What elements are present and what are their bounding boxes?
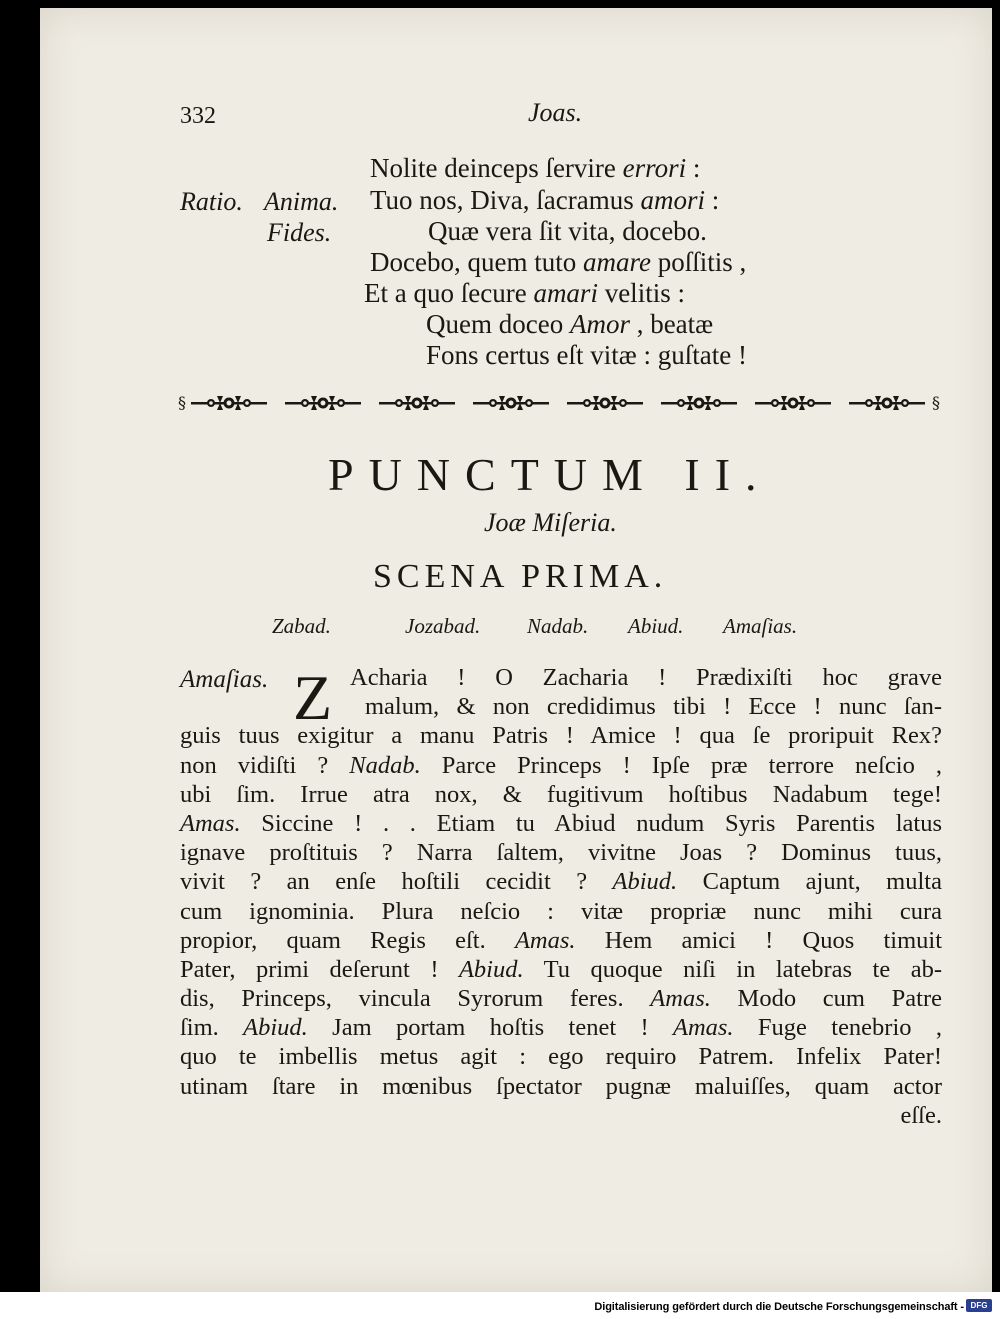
persona-jozabad: Jozabad. <box>405 614 481 638</box>
prose-block <box>180 663 942 1130</box>
prose-text: propior, quam Regis eſt. <box>180 926 515 954</box>
ornament-divider-icon <box>174 388 944 418</box>
prose-text: Abiud. <box>612 868 678 896</box>
verse-text: errori <box>622 153 687 183</box>
prose-line <box>180 751 942 780</box>
ornament-motif <box>285 396 361 410</box>
prose-text: guis tuus exigitur a manu Patris ! Amice ! qua ſe proripuit Rex? <box>180 722 942 750</box>
prose-text: vivit ? an enſe hoſtili cecidit ? <box>180 868 613 896</box>
prose-text: non vidiſti ? <box>180 751 350 779</box>
verse-speaker: Ratio. <box>180 187 243 216</box>
verse-text: amari <box>533 278 598 308</box>
persona-zabad: Zabad. <box>272 614 331 638</box>
verse-text: amare <box>582 247 651 277</box>
prose-line <box>180 809 942 838</box>
verse-text: Quæ vera ſit vita, docebo. <box>428 216 707 246</box>
prose-text: Amas. <box>650 985 711 1013</box>
prose-line-inner <box>180 1013 942 1042</box>
bleed-through <box>920 148 925 171</box>
prose-line-inner <box>180 897 942 926</box>
verse-text: : <box>686 153 701 183</box>
prose-line <box>180 867 942 896</box>
prose-line-inner <box>350 663 942 692</box>
prose-text: ſim. <box>180 1014 244 1042</box>
prose-text: Parce Princeps ! Ipſe præ terrore neſcio , <box>420 751 942 779</box>
prose-line-inner <box>180 926 942 955</box>
prose-text: dis, Princeps, vincula Syrorum feres. <box>180 985 651 1013</box>
verse-line <box>370 153 700 184</box>
running-head: Joas. <box>528 98 583 127</box>
ornament-end-mark: § <box>932 393 940 412</box>
prose-line <box>180 663 942 692</box>
footer-credit: Digitalisierung gefördert durch die Deutsche Forschungsgemeinschaft - <box>594 1301 964 1313</box>
ornament-motif <box>849 396 925 410</box>
verse-line <box>426 340 747 371</box>
prose-line-inner <box>365 692 942 721</box>
prose-text: malum, & non credidimus tibi ! Ecce ! nunc ſan- <box>365 693 942 721</box>
prose-line-inner <box>180 1101 942 1130</box>
prose-line <box>180 984 942 1013</box>
prose-text: Fuge tenebrio , <box>733 1014 942 1042</box>
prose-line <box>180 897 942 926</box>
prose-text: Tu quoque niſi in latebras te ab- <box>523 955 942 983</box>
verse-text: Et a quo ſecure <box>364 278 534 308</box>
prose-line <box>180 1013 942 1042</box>
verse-text: Tuo nos, Diva, ſacramus <box>370 185 641 215</box>
prose-line <box>180 955 942 984</box>
prose-text: Captum ajunt, multa <box>677 868 942 896</box>
prose-line <box>180 721 942 750</box>
prose-text: Amas. <box>514 926 576 954</box>
verse-line <box>370 247 746 278</box>
ornament-end-mark: § <box>178 393 186 412</box>
prose-line-inner <box>180 780 942 809</box>
prose-text: Nadab. <box>349 751 421 779</box>
prose-text: Siccine ! . . Etiam tu Abiud nudum Syris Parentis latus <box>240 809 942 837</box>
verse-line <box>370 185 719 216</box>
prose-line <box>180 1042 942 1071</box>
prose-line-inner <box>180 1072 942 1101</box>
prose-line <box>180 780 942 809</box>
prose-text: Jam portam hoſtis tenet ! <box>307 1014 673 1042</box>
ornament-motif <box>661 396 737 410</box>
verse-text: velitis : <box>597 278 685 308</box>
verse-speaker-secondary: Anima. <box>264 187 339 216</box>
persona-nadab: Nadab. <box>527 614 589 638</box>
dfg-logo: DFG <box>966 1299 992 1312</box>
prose-text: Amas. <box>672 1014 734 1042</box>
page-number: 332 <box>180 103 216 129</box>
prose-line <box>180 838 942 867</box>
ornament-motif <box>567 396 643 410</box>
drop-cap: Z <box>293 662 333 733</box>
verse-text: poſſitis , <box>650 247 747 277</box>
persona-abiud: Abiud. <box>628 614 684 638</box>
verse-text: Docebo, quem tuto <box>370 247 583 277</box>
book-page <box>40 8 992 1292</box>
prose-line-inner <box>180 751 942 780</box>
prose-text: Abiud. <box>243 1014 308 1042</box>
prose-text: quo te imbellis metus agit : ego requiro Patrem. Infelix Pater! <box>180 1043 942 1071</box>
scene-title: SCENA PRIMA. <box>373 558 668 595</box>
verse-text: Fons certus eſt vitæ : guſtate ! <box>426 340 747 370</box>
prose-line <box>180 1101 942 1130</box>
verse-speaker-secondary: Fides. <box>267 218 332 247</box>
prose-line-inner <box>180 809 942 838</box>
verse-text: Nolite deinceps ſervire <box>370 153 623 183</box>
prose-line-inner <box>180 721 942 750</box>
verse-text: : <box>705 185 720 215</box>
prose-text: Modo cum Patre <box>710 985 942 1013</box>
section-title: PUNCTUM II. <box>328 449 772 500</box>
prose-line <box>180 1072 942 1101</box>
verse-line <box>364 278 685 309</box>
verse-text: Quem doceo <box>426 309 570 339</box>
prose-text: utinam ſtare in mœnibus ſpectator pugnæ maluiſſes, quam actor <box>180 1072 942 1100</box>
prose-text: Hem amici ! Quos timuit <box>575 926 942 954</box>
prose-text: cum ignominia. Plura neſcio : vitæ propriæ nunc mihi cura <box>180 897 942 925</box>
ornament-motif <box>191 396 267 410</box>
verse-text: , beatæ <box>629 309 714 339</box>
prose-text: ubi ſim. Irrue atra nox, & fugitivum hoſtibus Nadabum tege! <box>180 780 942 808</box>
prose-text: Pater, primi deſerunt ! <box>180 955 459 983</box>
ornament-motif <box>755 396 831 410</box>
prose-text: Amas. <box>180 809 241 837</box>
prose-text: Acharia ! O Zacharia ! Prædixiſti hoc grave <box>350 664 942 691</box>
prose-speaker: Amaſias. <box>180 666 269 693</box>
prose-line-inner <box>180 1042 942 1071</box>
prose-line <box>180 692 942 721</box>
verse-text: amori <box>640 185 706 215</box>
prose-line-inner <box>180 838 942 867</box>
persona-amasias: Amaſias. <box>723 614 798 638</box>
ornament-motif <box>473 396 549 410</box>
prose-text: ignave proſtituis ? Narra ſaltem, vivitne Joas ? Dominus tuus, <box>180 839 942 867</box>
ornament-motif <box>379 396 455 410</box>
verse-line <box>426 309 713 340</box>
verse-text: Amor <box>569 309 630 339</box>
footer-bar <box>0 1292 1000 1319</box>
prose-line-inner <box>180 955 942 984</box>
section-subtitle: Joæ Miſeria. <box>484 508 617 537</box>
prose-line-inner <box>180 867 942 896</box>
prose-line-inner <box>180 984 942 1013</box>
prose-text: eſſe. <box>900 1101 942 1129</box>
prose-text: Abiud. <box>458 955 524 983</box>
prose-line <box>180 926 942 955</box>
verse-line <box>428 216 707 247</box>
